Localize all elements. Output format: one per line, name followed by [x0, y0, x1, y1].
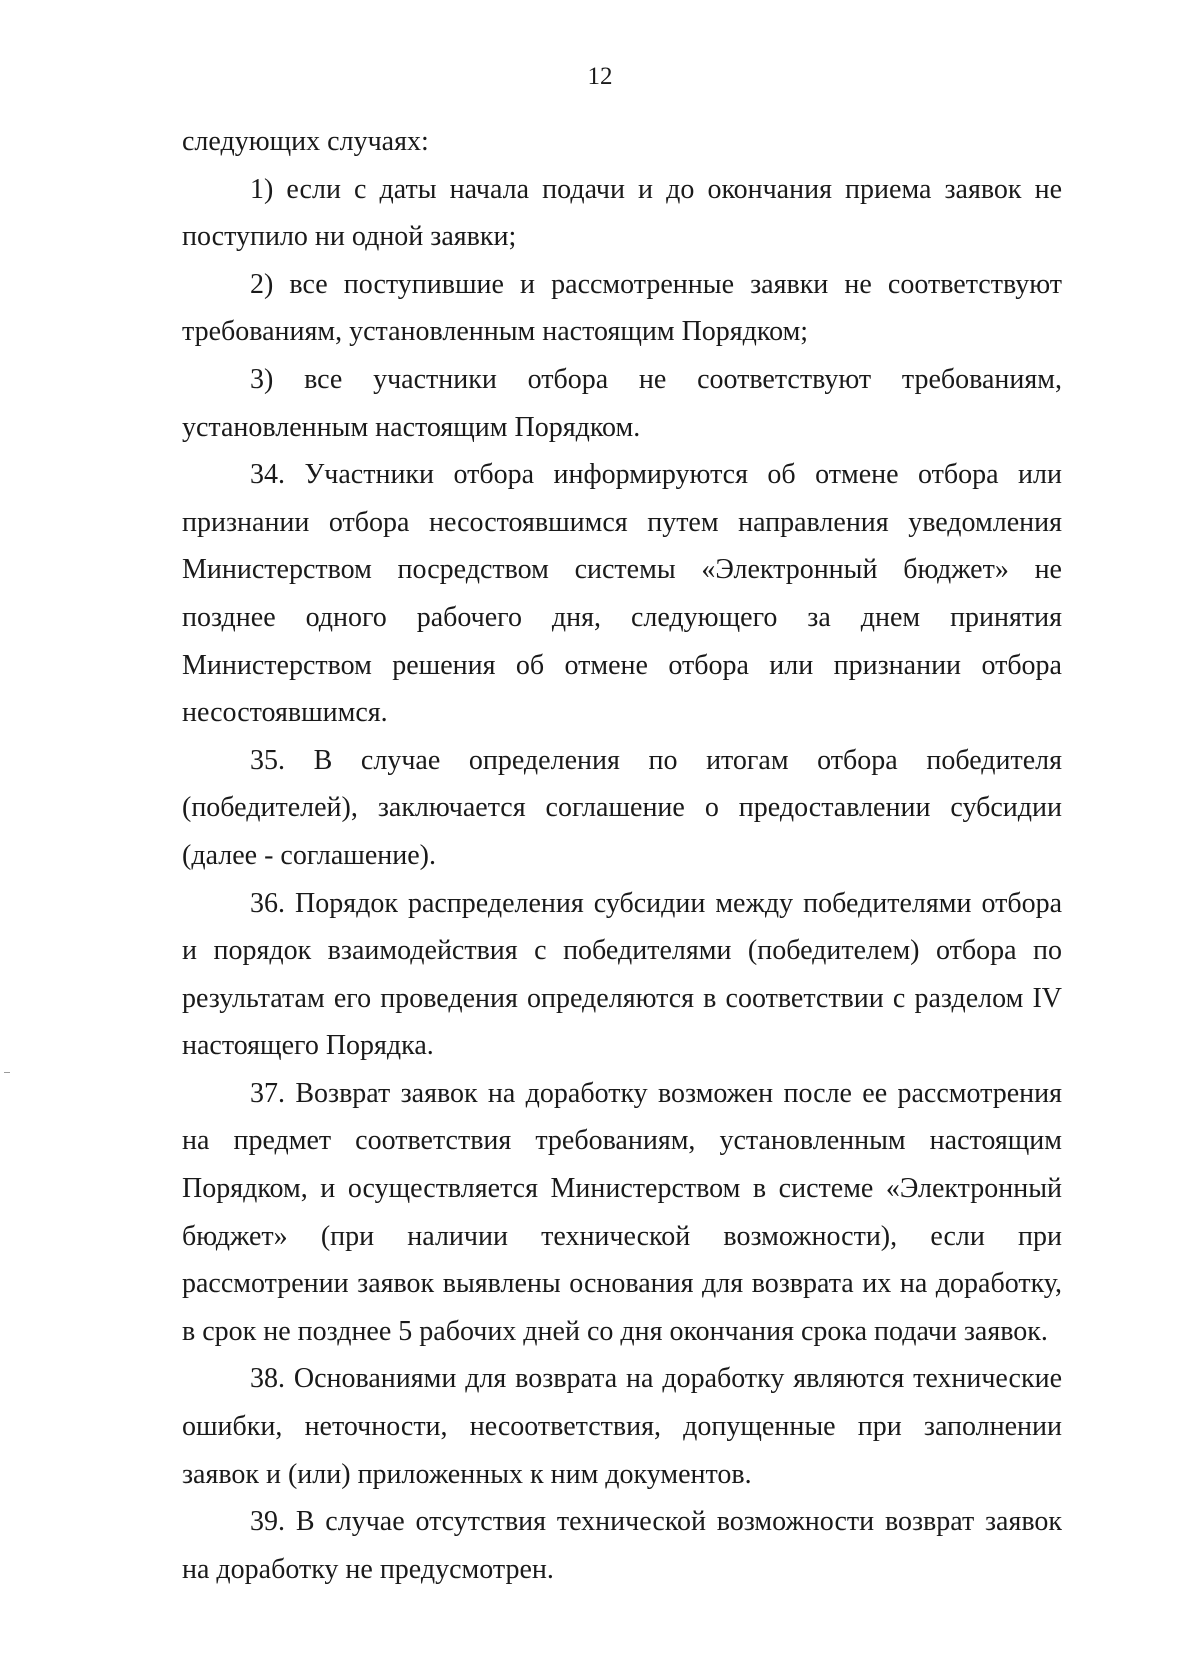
- paragraph-item-2: 2) все поступившие и рассмотренные заявки не соответствуют требованиям, установленным настоящим Порядком;: [182, 268, 1062, 348]
- paragraph-item-1: 1) если с даты начала подачи и до окончания приема заявок не поступило ни одной заявки;: [182, 173, 1062, 253]
- paragraph-38: 38. Основаниями для возврата на доработку являются технические ошибки, неточности, несоответствия, допущенные при заполнении заявок и (или) приложенных к ним документов.: [182, 1363, 1062, 1490]
- paragraph-39: 39. В случае отсутствия технической возможности возврат заявок на доработку не предусмотрен.: [182, 1506, 1062, 1585]
- paragraph-36: 36. Порядок распределения субсидии между победителями отбора и порядок взаимодействия с победителями (победителем) отбора по результатам его проведения определяются в соответствии с разделом IV настоящего Порядка.: [182, 887, 1062, 1062]
- paragraph-continuation: следующих случаях:: [182, 126, 429, 157]
- document-body: [182, 118, 1062, 1593]
- page-number: 12: [587, 63, 613, 90]
- paragraph-item-3: 3) все участники отбора не соответствуют требованиям, установленным настоящим Порядком.: [182, 363, 1062, 443]
- paragraph-35: 35. В случае определения по итогам отбора победителя (победителей), заключается соглашение о предоставлении субсидии (далее - соглашение).: [182, 744, 1062, 871]
- scan-margin-mark: [4, 1072, 10, 1073]
- paragraph-34: 34. Участники отбора информируются об отмене отбора или признании отбора несостоявшимся путем направления уведомления Министерством посредством системы «Электронный бюджет» не позднее одного рабочего дня, следующего за днем принятия Министерством решения об отмене отбора или признании отбора несостоявшимся.: [182, 459, 1062, 729]
- paragraph-37: 37. Возврат заявок на доработку возможен после ее рассмотрения на предмет соответствия требованиям, установленным настоящим Порядком, и осуществляется Министерством в системе «Электронный бюджет» (при наличии технической возможности), если при рассмотрении заявок выявлены основания для возврата их на доработку, в срок не позднее 5 рабочих дней со дня окончания срока подачи заявок.: [182, 1077, 1062, 1347]
